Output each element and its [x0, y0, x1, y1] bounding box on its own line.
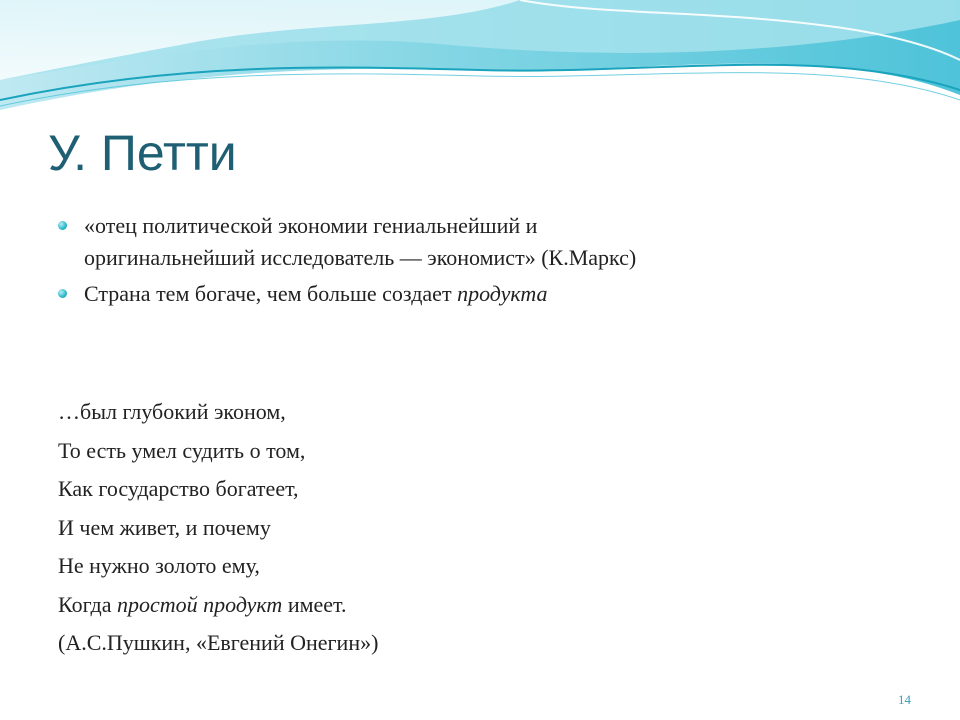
- bullet-text-italic: продукта: [457, 281, 548, 306]
- bullet-item-marx-quote: [56, 210, 916, 274]
- slide-title: У. Петти: [48, 125, 237, 181]
- bullet-text-line-1: «отец политической экономии гениальнейший и: [84, 213, 538, 238]
- poem-line: …был глубокий эконом,: [58, 399, 286, 424]
- poem-line: Как государство богатеет,: [58, 476, 299, 501]
- poem-line-italic-part: простой продукт: [116, 591, 283, 617]
- bullet-dot-icon: [58, 289, 67, 298]
- bullet-item-wealth: [56, 278, 916, 310]
- bullet-list: [56, 210, 916, 314]
- poem-line: И чем живет, и почему: [58, 514, 271, 540]
- poem-line-pre: Когда: [58, 591, 117, 617]
- bullet-text-line-2: оригинальнейший исследователь — экономист» (К.Маркс): [84, 245, 637, 270]
- bullet-text: Страна тем богаче, чем больше создает: [84, 281, 458, 306]
- header-wave-decoration: [0, 0, 960, 130]
- poem-line-post: имеет.: [282, 591, 347, 617]
- poem-line-italic: [58, 586, 378, 625]
- page-number: 14: [898, 692, 911, 707]
- poem-line: То есть умел судить о том,: [58, 437, 306, 463]
- poem-quote: [58, 393, 378, 663]
- poem-line: Не нужно золото ему,: [58, 553, 260, 578]
- poem-attribution: (А.С.Пушкин, «Евгений Онегин»): [58, 630, 379, 655]
- bullet-dot-icon: [58, 221, 67, 230]
